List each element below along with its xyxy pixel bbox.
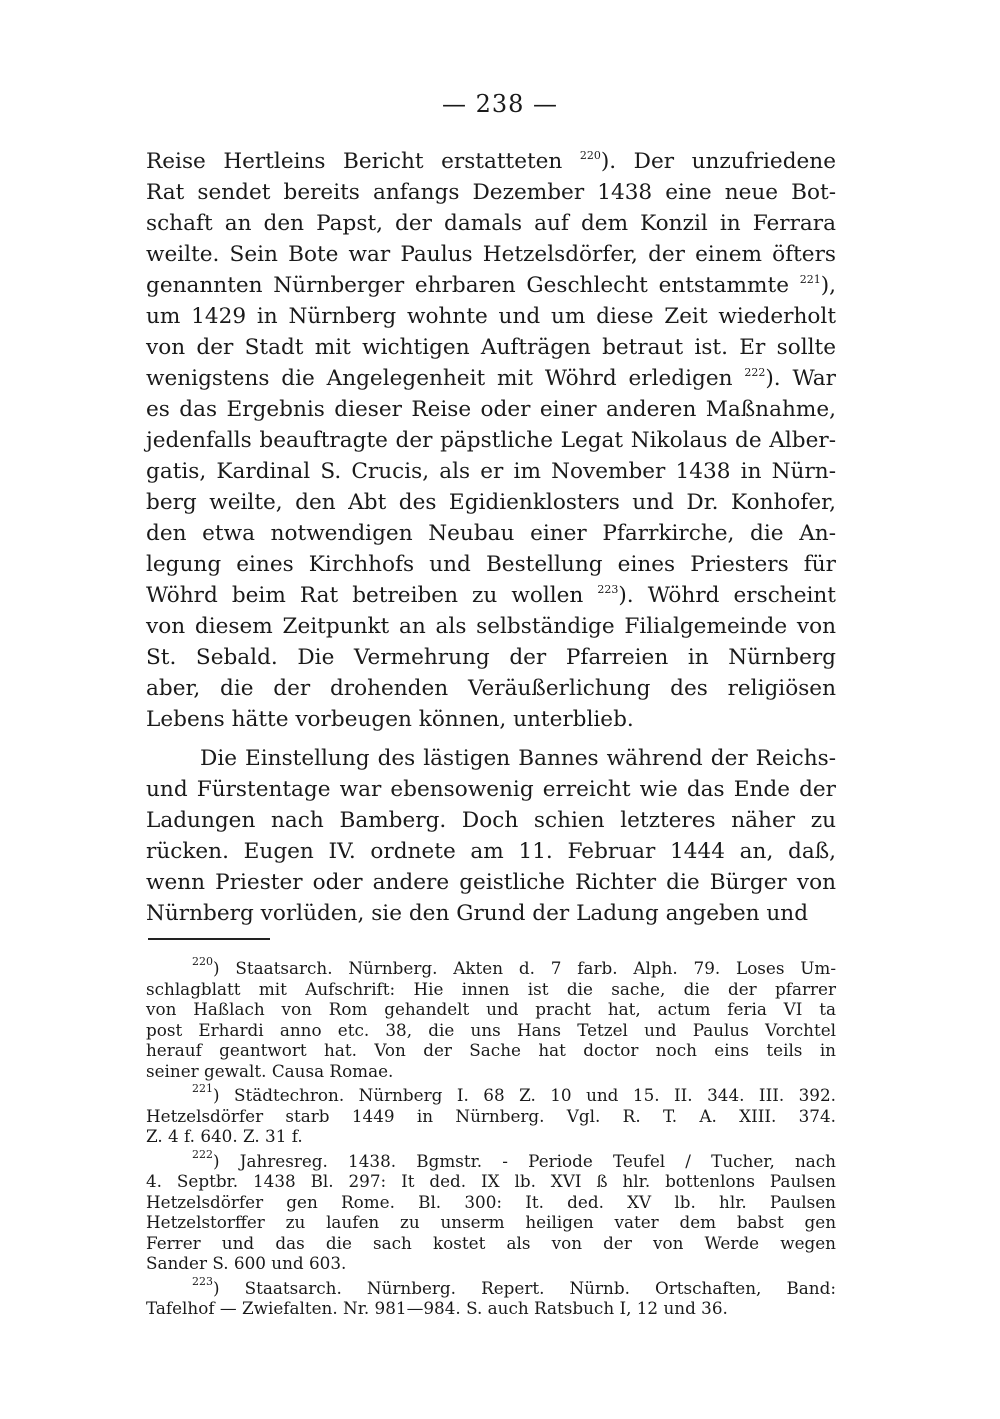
footnote-text: Hetzelstorffer zu laufen zu unserm heiligen vater dem babst gen [146, 1212, 836, 1232]
line-text: rücken. Eugen IV. ordnete am 11. Februar 1444 an, daß, [146, 839, 836, 864]
line-text: es das Ergebnis dieser Reise oder einer anderen Maßnahme, [146, 397, 836, 422]
footnote-text: Ferrer und das die sach kostet als von der von Werde wegen [146, 1232, 836, 1253]
footnote-line [146, 955, 836, 979]
footnote-text: 4. Septbr. 1438 Bl. 297: It ded. IX lb. XVI ß hlr. bottenlons Paulsen [146, 1171, 836, 1191]
line-text: aber, die der drohenden Veräußerlichung des religiösen [146, 676, 836, 701]
text-line [146, 301, 836, 332]
footnote-text: Hetzelsdörfer gen Rome. Bl. 300: It. ded. XV lb. hlr. Paulsen [146, 1191, 836, 1212]
text-line [146, 177, 836, 208]
footnote-line [146, 1274, 836, 1299]
text-line [146, 363, 836, 394]
line-text: Ladungen nach Bamberg. Doch schien letzteres näher zu [146, 808, 836, 833]
line-text: schaft an den Papst, der damals auf dem Konzil in Ferrara [146, 211, 836, 236]
footnote-line [146, 1233, 836, 1254]
line-text: Nürnberg vorlüden, sie den Grund der Ladung angeben und [146, 901, 809, 926]
footnote-line [146, 1040, 836, 1061]
line-text: ), [820, 273, 836, 298]
footnotes [146, 955, 836, 1319]
line-text: Reise Hertleins Bericht erstatteten [146, 149, 580, 174]
line-text: den etwa notwendigen Neubau einer Pfarrkirche, die An- [146, 521, 836, 546]
footnote-reference: 220 [579, 149, 601, 162]
footnote-line [146, 979, 836, 1000]
text-line [146, 518, 836, 549]
footnote [146, 1082, 836, 1147]
line-text: um 1429 in Nürnberg wohnte und um diese Zeit wiederholt [146, 304, 836, 329]
footnote-text: von Haßlach von Rom gehandelt und pracht hat, actum feria VI ta [146, 999, 836, 1019]
text-line [146, 425, 836, 456]
footnote-text: ) Staatsarch. Nürnberg. Repert. Nürnb. Ortschaften, Band: [213, 1277, 836, 1298]
line-text: ). Wöhrd erscheint [618, 583, 836, 608]
footnote-number: 221 [192, 1082, 213, 1095]
line-text: wenigstens die Angelegenheit mit Wöhrd erledigen [146, 366, 745, 391]
text-line [146, 673, 836, 704]
line-text: Wöhrd beim Rat betreiben zu wollen [146, 583, 598, 608]
line-text: genannten Nürnberger ehrbaren Geschlecht entstammte [146, 273, 800, 298]
footnote-line [146, 1147, 836, 1172]
footnote [146, 1274, 836, 1319]
text-line [146, 774, 836, 805]
line-text: jedenfalls beauftragte der päpstliche Legat Nikolaus de Alber- [146, 428, 836, 453]
footnote-line [146, 1106, 836, 1127]
text-line [146, 239, 836, 270]
text-line [146, 549, 836, 580]
footnote-line [146, 1212, 836, 1233]
footnote-line [146, 1126, 836, 1147]
text-line [146, 611, 836, 642]
footnote-reference: 223 [597, 583, 619, 596]
line-text: ). Der unzufriedene [600, 149, 836, 174]
line-text: Lebens hätte vorbeugen können, unterblieb. [146, 707, 634, 732]
line-text: weilte. Sein Bote war Paulus Hetzelsdörfer, der einem öfters [146, 242, 836, 267]
footnote-number: 223 [192, 1274, 213, 1288]
text-line [146, 394, 836, 425]
line-text: wenn Priester oder andere geistliche Richter die Bürger von [146, 870, 836, 895]
footnote-line [146, 1253, 836, 1274]
footnote-text: ) Jahresreg. 1438. Bgmstr. - Periode Teufel / Tucher, nach [213, 1150, 836, 1171]
footnote-divider [148, 938, 270, 940]
text-line [146, 642, 836, 673]
footnote-text: Hetzelsdörfer starb 1449 in Nürnberg. Vgl. R. T. A. XIII. 374. [146, 1105, 836, 1126]
text-line [146, 805, 836, 836]
footnote-line [146, 999, 836, 1020]
footnote-number: 220 [192, 955, 213, 968]
line-text: gatis, Kardinal S. Crucis, als er im November 1438 in Nürn- [146, 459, 836, 484]
footnote [146, 955, 836, 1081]
footnote-text: Sander S. 600 und 603. [146, 1253, 347, 1273]
paragraph [146, 743, 836, 929]
line-text: legung eines Kirchhofs und Bestellung eines Priesters für [146, 552, 836, 577]
footnote-text: Z. 4 f. 640. Z. 31 f. [146, 1126, 303, 1146]
text-line [146, 704, 836, 735]
line-text: St. Sebald. Die Vermehrung der Pfarreien in Nürnberg [146, 645, 836, 670]
footnote-line [146, 1298, 836, 1319]
line-text: Rat sendet bereits anfangs Dezember 1438 eine neue Bot- [146, 180, 836, 205]
footnote-text: herauf geantwort hat. Von der Sache hat doctor noch eins teils in [146, 1040, 836, 1060]
footnote-line [146, 1171, 836, 1192]
footnote [146, 1147, 836, 1274]
text-line [146, 332, 836, 363]
text-line [146, 580, 836, 611]
footnote-reference: 221 [799, 273, 821, 286]
text-line [146, 270, 836, 301]
line-text: ). War [765, 366, 836, 391]
text-line [146, 836, 836, 867]
footnote-text: post Erhardi anno etc. 38, die uns Hans Tetzel und Paulus Vorchtel [146, 1019, 836, 1040]
footnote-line [146, 1082, 836, 1106]
line-text: von der Stadt mit wichtigen Aufträgen betraut ist. Er sollte [146, 335, 836, 360]
text-line [146, 208, 836, 239]
footnote-text: ) Städtechron. Nürnberg I. 68 Z. 10 und 15. II. 344. III. 392. [213, 1085, 836, 1105]
footnote-reference: 222 [744, 366, 766, 379]
footnote-text: schlagblatt mit Aufschrift: Hie innen ist die sache, die der pfarrer [146, 978, 836, 999]
footnote-text: ) Staatsarch. Nürnberg. Akten d. 7 farb. Alph. 79. Loses Um- [213, 958, 836, 978]
footnote-line [146, 1020, 836, 1041]
paragraph-gap [146, 735, 836, 743]
text-line [146, 456, 836, 487]
page-number: — 238 — [441, 90, 559, 118]
text-line [146, 487, 836, 518]
line-text: Die Einstellung des lästigen Bannes während der Reichs- [200, 746, 836, 771]
text-line [146, 146, 836, 177]
text-line [146, 867, 836, 898]
footnote-text: seiner gewalt. Causa Romae. [146, 1060, 394, 1081]
footnote-line [146, 1192, 836, 1213]
paragraph [146, 146, 836, 735]
line-text: von diesem Zeitpunkt an als selbständige Filialgemeinde von [146, 614, 836, 639]
footnote-number: 222 [192, 1147, 213, 1161]
text-line [146, 898, 836, 929]
text-line [146, 743, 836, 774]
footnote-line [146, 1061, 836, 1082]
line-text: berg weilte, den Abt des Egidienklosters und Dr. Konhofer, [146, 490, 836, 515]
main-text [146, 146, 836, 929]
line-text: und Fürstentage war ebensowenig erreicht wie das Ende der [146, 777, 836, 802]
footnote-text: Tafelhof — Zwiefalten. Nr. 981—984. S. auch Ratsbuch I, 12 und 36. [146, 1298, 728, 1318]
